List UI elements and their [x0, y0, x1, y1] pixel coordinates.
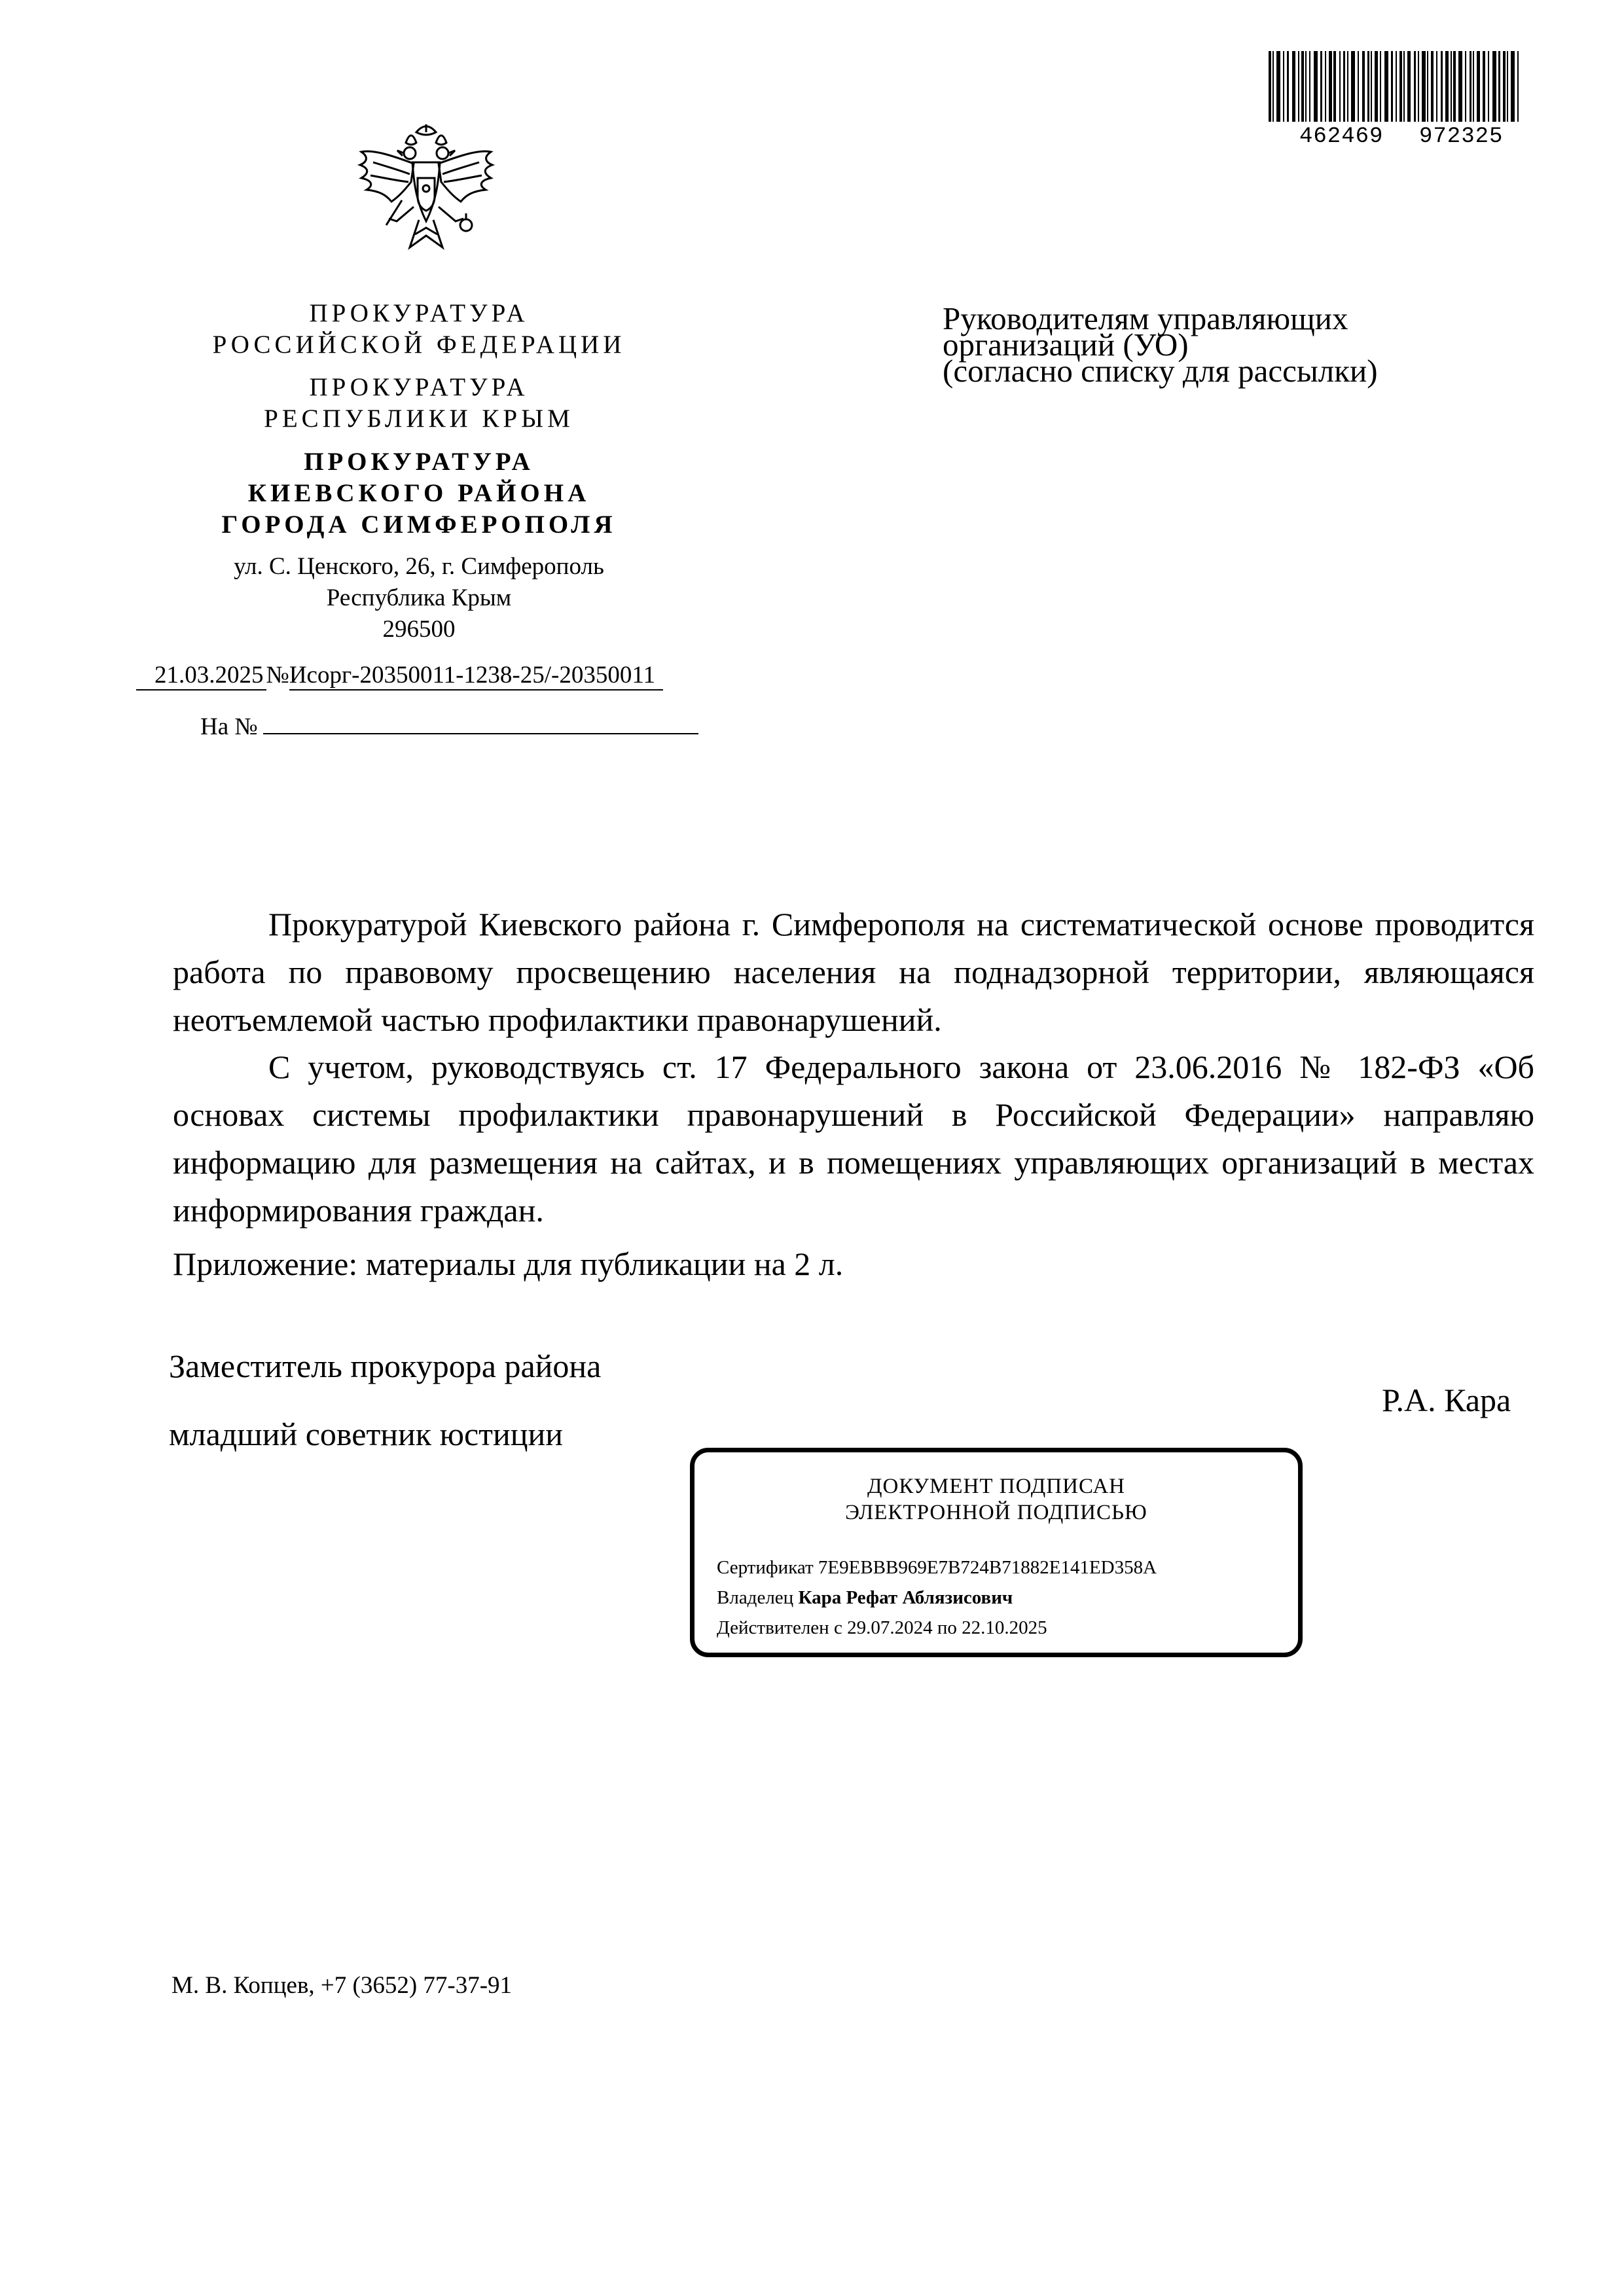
- barcode-bar: [1325, 51, 1326, 122]
- barcode-bar: [1445, 51, 1449, 122]
- barcode-bar: [1451, 51, 1452, 122]
- barcode-bar: [1498, 51, 1500, 122]
- barcode-bar: [1517, 51, 1519, 122]
- barcode-bar: [1453, 51, 1456, 122]
- executor-contact: М. В. Копцев, +7 (3652) 77-37-91: [171, 1972, 513, 1999]
- barcode-bar: [1473, 51, 1474, 122]
- org-line-4: РЕСПУБЛИКИ КРЫМ: [264, 404, 574, 433]
- org-bold-line-3: ГОРОДА СИМФЕРОПОЛЯ: [221, 511, 617, 539]
- barcode-bar: [1507, 51, 1508, 122]
- barcode-bar: [1298, 51, 1299, 122]
- barcode-left-digits: 462469: [1299, 124, 1384, 149]
- certificate-label: Сертификат: [717, 1557, 814, 1578]
- addressee: [943, 300, 1378, 389]
- barcode-bar: [1343, 51, 1345, 122]
- barcode-bar: [1418, 51, 1419, 122]
- appendix-note: Приложение: материалы для публикации на 2 л.: [173, 1246, 844, 1282]
- barcode-bar: [1276, 51, 1280, 122]
- coat-of-arms-russia-icon: [353, 123, 499, 266]
- org-line-2: РОССИЙСКОЙ ФЕДЕРАЦИИ: [212, 331, 626, 359]
- valid-to-prefix: по: [937, 1617, 957, 1638]
- incoming-reference: [200, 708, 698, 741]
- barcode-bar: [1283, 51, 1284, 122]
- barcode-bar: [1458, 51, 1462, 122]
- barcode-bar: [1375, 51, 1378, 122]
- electronic-signature-stamp: [690, 1448, 1303, 1657]
- barcode-bar: [1399, 51, 1402, 122]
- barcode-bar: [1503, 51, 1506, 122]
- signatory-name: Р.А. Кара: [1382, 1382, 1511, 1418]
- paragraph-1-text: Прокуратурой Киевского района г. Симферополя на систематической основе проводится работа по правовому просвещению населения на поднадзорной территории, являющаяся неотъемлемой частью профилактики правонарушений.: [173, 906, 1534, 1038]
- barcode-bar: [1380, 51, 1381, 122]
- barcode-bar: [1483, 51, 1485, 122]
- owner-label: Владелец: [717, 1587, 794, 1608]
- document-number: Исорг-20350011-1238-25/-20350011: [289, 661, 663, 691]
- barcode-bar: [1320, 51, 1322, 122]
- barcode: [1269, 51, 1521, 131]
- paragraph-2-text: С учетом, руководствуясь ст. 17 Федерального закона от 23.06.2016 № 182-ФЗ «Об основах системы профилактики правонарушений в Российской Федерации» направляю информацию для размещения на сайтах, и в помещениях управляющих организаций в местах информирования граждан.: [173, 1049, 1534, 1229]
- signatory-position: Заместитель прокурора района: [169, 1348, 602, 1384]
- barcode-bar: [1329, 51, 1332, 122]
- address-street: ул. С. Ценского, 26, г. Симферополь: [234, 553, 604, 580]
- barcode-bar: [1371, 51, 1372, 122]
- valid-to: 22.10.2025: [962, 1617, 1047, 1638]
- barcode-bar: [1403, 51, 1405, 122]
- certificate-value: 7E9EBBB969E7B724B71882E141ED358A: [818, 1557, 1157, 1578]
- stamp-owner-row: [717, 1587, 1013, 1609]
- barcode-bar: [1339, 51, 1341, 122]
- valid-from: 29.07.2024: [847, 1617, 933, 1638]
- valid-from-prefix: с: [833, 1617, 842, 1638]
- org-bold-line-2: КИЕВСКОГО РАЙОНА: [247, 479, 590, 507]
- address-region: Республика Крым: [326, 584, 512, 611]
- barcode-bar: [1367, 51, 1369, 122]
- barcode-bar: [1477, 51, 1480, 122]
- barcode-bar: [1292, 51, 1295, 122]
- body-paragraph-1: [173, 901, 1534, 1044]
- stamp-title-line-2: ЭЛЕКТРОННОЙ ПОДПИСЬЮ: [845, 1501, 1147, 1524]
- body-paragraph-2: [173, 1043, 1534, 1234]
- stamp-validity-row: [717, 1617, 1047, 1639]
- org-bold-line-1: ПРОКУРАТУРА: [304, 448, 534, 476]
- barcode-bar: [1309, 51, 1310, 122]
- barcode-bar: [1407, 51, 1411, 122]
- barcode-bar: [1287, 51, 1289, 122]
- address-postcode: 296500: [382, 616, 456, 643]
- barcode-bar: [1441, 51, 1443, 122]
- barcode-bar: [1347, 51, 1348, 122]
- barcode-bar: [1488, 51, 1489, 122]
- barcode-bar: [1351, 51, 1355, 122]
- addressee-line-2: организаций (УО): [943, 327, 1189, 363]
- barcode-bar: [1269, 51, 1271, 122]
- barcode-bar: [1422, 51, 1426, 122]
- barcode-bar: [1511, 51, 1515, 122]
- valid-label: Действителен: [717, 1617, 829, 1638]
- org-line-1: ПРОКУРАТУРА: [309, 299, 529, 327]
- barcode-bar: [1362, 51, 1365, 122]
- org-line-3: ПРОКУРАТУРА: [309, 373, 529, 401]
- barcode-bar: [1414, 51, 1416, 122]
- number-sign: №: [266, 662, 289, 689]
- outgoing-reference: [136, 661, 663, 691]
- barcode-bar: [1396, 51, 1397, 122]
- barcode-bar: [1301, 51, 1304, 122]
- document-date: 21.03.2025: [136, 661, 266, 691]
- barcode-bar: [1358, 51, 1359, 122]
- barcode-bar: [1431, 51, 1434, 122]
- addressee-line-3: (согласно списку для рассылки): [943, 353, 1378, 389]
- addressee-line-1: Руководителям управляющих: [943, 300, 1348, 336]
- barcode-bar: [1427, 51, 1428, 122]
- barcode-bar: [1391, 51, 1393, 122]
- stamp-title-line-1: ДОКУМЕНТ ПОДПИСАН: [867, 1475, 1126, 1498]
- reply-to-blank: [263, 708, 698, 734]
- barcode-right-digits: 972325: [1419, 124, 1504, 149]
- barcode-bar: [1333, 51, 1336, 122]
- barcode-bar: [1272, 51, 1274, 122]
- barcode-bar: [1492, 51, 1496, 122]
- barcode-bar: [1305, 51, 1307, 122]
- barcode-bar: [1470, 51, 1471, 122]
- stamp-certificate-row: [717, 1557, 1157, 1579]
- barcode-bar: [1384, 51, 1388, 122]
- owner-value: Кара Рефат Аблязисович: [798, 1587, 1013, 1608]
- signatory-rank: младший советник юстиции: [169, 1416, 564, 1452]
- barcode-bar: [1465, 51, 1466, 122]
- reply-to-label: На №: [200, 713, 258, 740]
- barcode-bar: [1436, 51, 1437, 122]
- barcode-bar: [1314, 51, 1318, 122]
